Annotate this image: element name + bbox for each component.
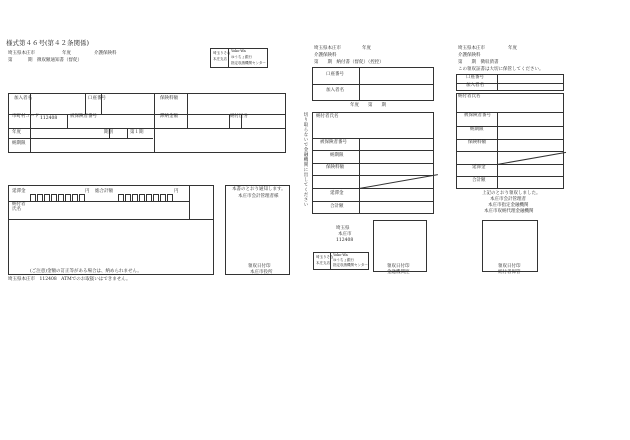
center-label-insured: 被保険者番号 [320, 140, 347, 145]
center-bottom-code: 112408 [336, 238, 354, 243]
insurance-label: 介護保険料 [94, 51, 117, 56]
right-received4: 本庄市収納代理金融機関 [484, 209, 534, 214]
right-period: 第 期 徴収済書 [458, 60, 499, 65]
total-amount-boxes [118, 187, 174, 206]
footer-note: 埼玉県本庄市 112408 ATMでのお取扱いはできません。 [8, 277, 131, 282]
center-period: 第 期 納付書（督促）（控控） [314, 60, 384, 65]
right-label-payer: 納付者氏名 [458, 94, 481, 99]
label-kibetsu: 期別 [104, 130, 113, 135]
right-received3: 本庄市指定金融機関 [488, 203, 529, 208]
right-label-premium: 保険料額 [468, 140, 486, 145]
bank-stamp-line4: ゆうちょ銀行 [231, 55, 252, 59]
nendo-label: 年度 [62, 51, 71, 56]
right-label-account: 口座番号 [466, 75, 484, 80]
right-received1: 上記のとおり領収しました。 [482, 191, 541, 196]
center-vertical-note: 切り取らないで金融機関に出してください [303, 112, 308, 207]
center-year-period: 年度 第 期 [350, 103, 386, 108]
center-label-subscriber: 加入者名 [326, 88, 344, 93]
label-delinquent: 滞納金額 [160, 114, 178, 119]
city-code-value: 112408 [40, 116, 58, 121]
bank-stamp-box [210, 48, 268, 68]
right-label-subscriber: 加入者名 [466, 83, 484, 88]
delay-amount-boxes [30, 187, 86, 206]
center-office: 埼玉県本庄市 [314, 46, 341, 51]
correction-note: (ご注意)金額の訂正等がある場合は、納められません。 [30, 269, 142, 274]
label-premium: 保険料額 [160, 96, 178, 101]
bank-stamp-line3: Yoko-Wa [231, 49, 246, 53]
receipt-stamp-sub: 本庄市役所 [250, 270, 273, 275]
notice-title: 徴収額通知書（督促） [37, 58, 82, 63]
right-stamp-sub: 納付者保管 [498, 270, 521, 275]
right-label-total: 合計額 [472, 178, 486, 183]
label-nendo: 年度 [12, 130, 21, 135]
label-subscriber: 加入者名 [14, 96, 32, 101]
center-label-total: 合計額 [330, 204, 344, 209]
kibetsu-value: 第１期 [130, 130, 144, 135]
center-bank-stamp: 埼玉りそな 本庄支店 Yoko-Wa ゆうちょ銀行 指定収納機関センター [313, 252, 369, 270]
label-city-code: 市町村コード [12, 114, 39, 119]
center-label-delay: 延滞金 [330, 191, 344, 196]
right-note: この領収証書は大切に保管してください。 [458, 67, 544, 72]
receipt-text2: 本庄市会計管理者様 [238, 194, 279, 199]
label-insured-no: 被保険者番号 [70, 114, 97, 119]
center-label-premium: 保険料額 [326, 165, 344, 170]
right-received2: 本庄市会計管理者 [490, 197, 526, 202]
label-due-date: 納期限 [12, 141, 26, 146]
center-stamp-label: 領収日付印 [387, 264, 410, 269]
right-label-due: 納期限 [470, 127, 484, 132]
yen-2: 円 [174, 189, 179, 194]
center-bottom-office: 埼玉県 [336, 226, 350, 231]
center-stamp-sub: 金融機関控 [387, 270, 410, 275]
form-number: 様式第４６号(第４２条関係) [6, 39, 90, 47]
label-delay: 延滞金 [12, 189, 26, 194]
bank-stamp-line1: 埼玉りそな [213, 51, 231, 55]
right-office: 埼玉県本庄市 [458, 46, 485, 51]
left-info-table [8, 93, 286, 153]
bank-stamp-line5: 指定収納機関センター [231, 61, 266, 65]
right-insurance: 介護保険料 [458, 53, 481, 58]
yen-1: 円 [85, 189, 90, 194]
receipt-stamp-label: 領収日付印 [248, 264, 271, 269]
center-bottom-city: 本庄市 [338, 232, 352, 237]
receipt-text1: 本書のとおり通知します。 [232, 187, 286, 192]
center-label-payer: 納付者氏名 [316, 114, 339, 119]
label-total: 総合計額 [95, 189, 113, 194]
bank-stamp-line2: 本庄支店 [213, 57, 227, 61]
right-stamp-label: 領収日付印 [498, 264, 521, 269]
right-nendo: 年度 [508, 46, 517, 51]
period-dai: 第 [8, 58, 13, 63]
center-label-account: 口座番号 [326, 72, 344, 77]
label-payer-name: 納付者氏名 [12, 202, 26, 212]
center-nendo: 年度 [362, 46, 371, 51]
center-insurance: 介護保険料 [314, 53, 337, 58]
period-ki: 期 [28, 58, 33, 63]
right-label-insured: 被保険者番号 [464, 113, 491, 118]
center-main-table [312, 112, 434, 214]
right-label-delay: 延滞金 [472, 165, 486, 170]
center-label-due: 納期限 [330, 153, 344, 158]
label-account-no: 口座番号 [88, 96, 106, 101]
label-payment-class: 納付区分 [230, 114, 248, 119]
office-name: 埼玉県本庄市 [8, 51, 35, 56]
